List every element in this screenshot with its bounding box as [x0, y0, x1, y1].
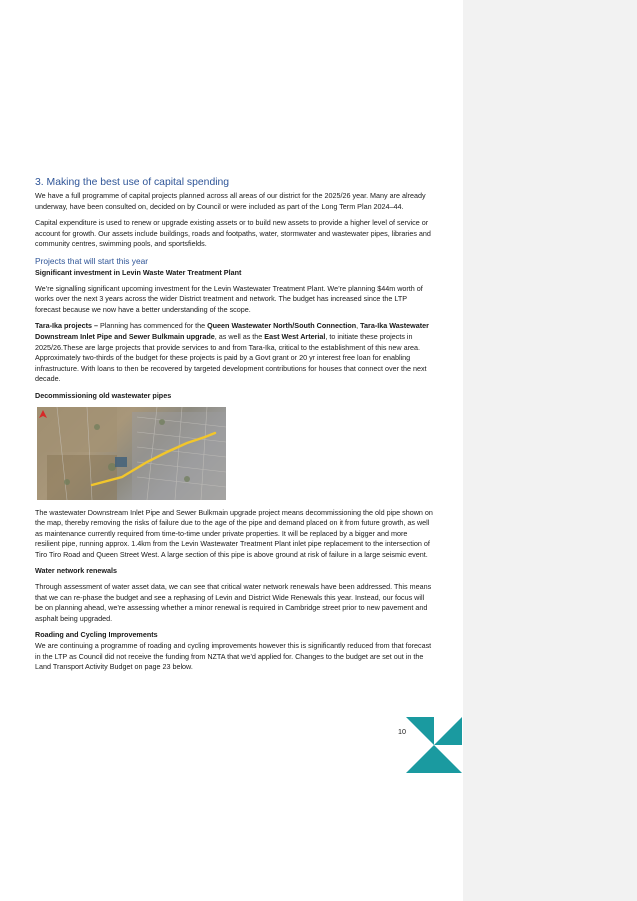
section-title: 3. Making the best use of capital spending [35, 177, 230, 188]
decommission-heading: Decommissioning old wastewater pipes [35, 390, 172, 400]
aerial-map-graphic [37, 407, 226, 500]
tara-ika-text-1: Planning has commenced for the [98, 321, 208, 331]
council-logo-triangles-icon [406, 717, 462, 773]
tara-ika-lead: Tara-Ika projects – [35, 321, 98, 331]
page-number: 10 [398, 727, 406, 736]
tara-ika-bold-2: Tara-Ika Wastewater Downstream Inlet Pipe and Sewer Bulkmain upgrade [35, 321, 429, 341]
water-heading: Water network renewals [35, 566, 118, 576]
levin-paragraph: We’re signalling significant upcoming investment for the Levin Wastewater Treatment Plant. We’re planning $44m worth of works over the next 3 years across the wider District treatment and network. The budget has increased since the LTP forecast because we now have a better understanding of the scope. [35, 283, 423, 314]
tara-ika-paragraph [35, 321, 433, 385]
intro-paragraph-2: Capital expenditure is used to renew or upgrade existing assets or to build new assets to provide a higher level of service or account for growth. Our assets include buildings, roads and footpaths, water, stormwater and wastewater pipes, libraries and community centres, swimming pools, and sportsfields. [35, 218, 431, 249]
document-page [35, 176, 433, 679]
tara-ika-text-2: , [356, 321, 361, 331]
tara-ika-bold-1: Queen Wastewater North/South Connection [207, 321, 357, 331]
roading-heading: Roading and Cycling Improvements [35, 630, 158, 640]
water-paragraph: Through assessment of water asset data, we can see that critical water network renewals have been addressed. This means that we can re-phase the budget and see a rephasing of Levin and District Wide Renewals this year. Instead, our focus will be on planning ahead, we’re assessing whether a minor renewal is required in Cambridge street prior to new pavement and asphalt being upgraded. [35, 582, 432, 623]
decommission-paragraph: The wastewater Downstream Inlet Pipe and Sewer Bulkmain upgrade project means decommissioning the old pipe shown on the map, thereby removing the risks of failure due to the age of the pipe and demand placed on it from future growth, as well as maintenance currently required from time-to-time under private properties. It will be replaced by a bigger and more resilient pipe, running approx. 1.4km from the Levin Wastewater Treatment Plant inlet pipe replacement to the intersection of Tiro Tiro Road and Queen Street West. A large section of this pipe is above ground at risk of failure in a large seismic event. [35, 507, 433, 559]
intro-paragraph-1: We have a full programme of capital projects planned across all areas of our district for the 2025/26 year. Many are already underway, have been consulted on, decided on by Council or were included as part of the Long Term Plan 2024–44. [35, 191, 426, 211]
projects-heading: Projects that will start this year [35, 255, 149, 266]
tara-ika-text-3: , as well as the [214, 331, 265, 341]
levin-heading: Significant investment in Levin Waste Water Treatment Plant [35, 267, 242, 277]
tara-ika-bold-3: East West Arterial [264, 331, 326, 341]
comment-pane [463, 0, 637, 901]
pipe-map-image [37, 407, 226, 500]
roading-paragraph: We are continuing a programme of roading and cycling improvements however this is significantly reduced from that forecast in the LTP as Council did not receive the funding from NZTA that we’d applied for. Changes to the budget are set out in the Land Transport Activity Budget on page 23 below. [35, 641, 432, 672]
tara-ika-text-4: , to initiate these projects in 2025/26.These are large projects that provide services to and from Tara-Ika, critical to the establishment of this new area. Approximately two-thirds of the budget for these projects is paid by a Govt grant or 20 yr interest free loan for enabling infrastructure. With loans to then be recovered by targeted development contributions for houses that connect over the next decade. [35, 331, 427, 384]
